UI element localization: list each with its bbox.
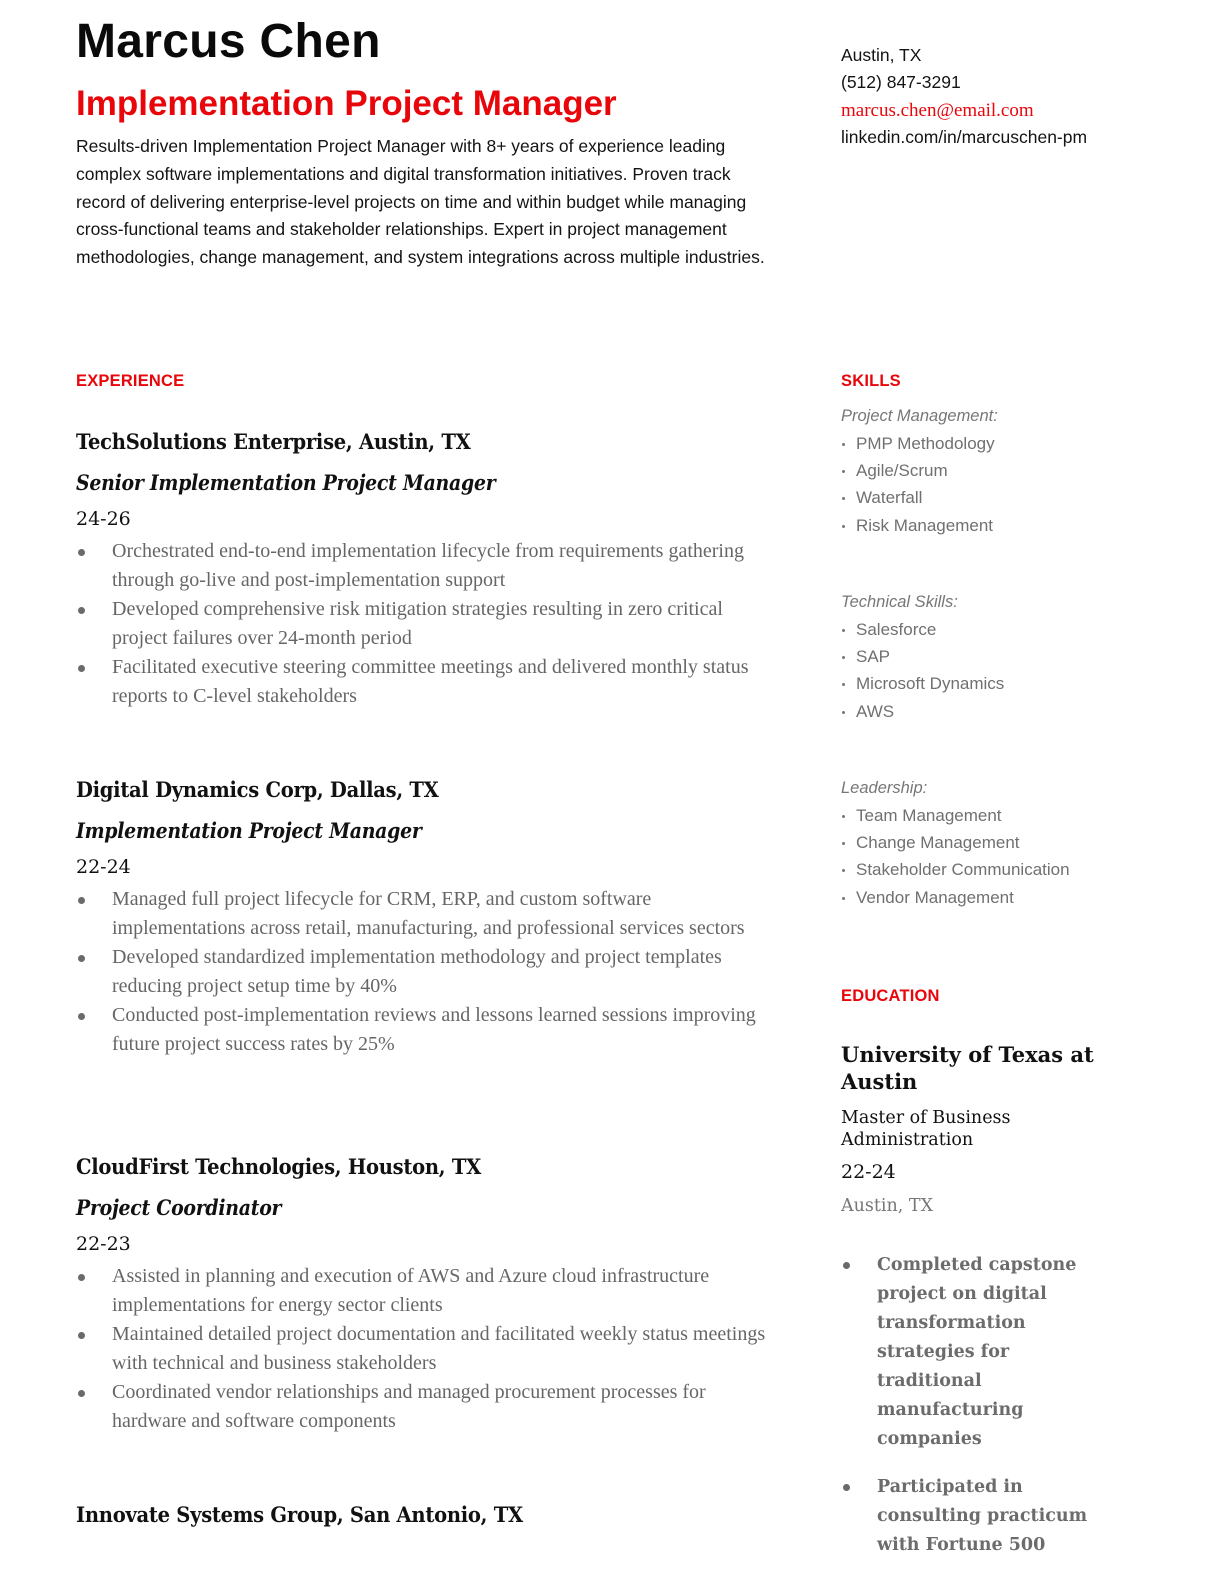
bullet-icon [78,665,85,672]
candidate-role: Implementation Project Manager [76,84,617,123]
skill-group [841,403,1111,539]
bullet-icon [842,815,845,818]
education-bullets [841,1251,1111,1560]
job-dates: 22-23 [76,1233,131,1255]
job-title: Project Coordinator [76,1195,282,1220]
bullet-icon [842,656,845,659]
degree: Master of Business Administration [841,1108,1011,1150]
bullet-icon [842,683,845,686]
skill-item: Agile/Scrum [841,457,1111,484]
bullet-icon [842,711,845,714]
job-title: Implementation Project Manager [76,818,422,843]
bullet-icon [78,897,85,904]
candidate-name: Marcus Chen [76,15,381,68]
job-entry [76,775,776,1059]
skill-item: Risk Management [841,512,1111,539]
job-bullet: Facilitated executive steering committee meetings and delivered monthly status reports to C-level stakeholders [76,653,776,711]
bullet-icon [842,842,845,845]
skill-category: Leadership: [841,779,928,797]
skill-item: Stakeholder Communication [841,856,1111,883]
skill-item: SAP [841,643,1111,670]
job-bullet: Coordinated vendor relationships and managed procurement processes for hardware and software components [76,1378,776,1436]
skill-item: Change Management [841,829,1111,856]
job-entry [76,1152,776,1436]
skill-item: Team Management [841,802,1111,829]
job-bullets [76,885,776,1059]
skills-heading: SKILLS [841,372,901,390]
bullet-icon [842,443,845,446]
bullet-icon [842,525,845,528]
skill-item: Vendor Management [841,884,1111,911]
bullet-icon [842,470,845,473]
education-heading: EDUCATION [841,987,940,1005]
skill-item: AWS [841,698,1111,725]
job-bullets [76,1262,776,1436]
education-dates: 22-24 [841,1161,896,1183]
skill-list [841,430,1111,539]
job-bullet: Developed comprehensive risk mitigation strategies resulting in zero critical project failures over 24-month period [76,595,776,653]
skill-group [841,775,1111,911]
school-name: University of Texas at Austin [841,1042,1094,1094]
skill-item: Microsoft Dynamics [841,670,1111,697]
bullet-icon [842,629,845,632]
contact-phone: (512) 847-3291 [841,72,961,93]
skill-category: Project Management: [841,407,998,425]
bullet-icon [78,607,85,614]
education-bullet: Participated in consulting practicum with Fortune 500 [841,1473,1111,1560]
bullet-icon [78,1013,85,1020]
job-bullets [76,537,776,711]
bullet-icon [842,497,845,500]
experience-heading: EXPERIENCE [76,372,185,390]
job-bullet: Conducted post-implementation reviews and lessons learned sessions improving future project success rates by 25% [76,1001,776,1059]
bullet-icon [843,1484,850,1491]
job-entry [76,427,776,711]
skill-list [841,616,1111,725]
job-company: Digital Dynamics Corp, Dallas, TX [76,777,439,802]
job-company: Innovate Systems Group, San Antonio, TX [76,1502,523,1527]
bullet-icon [843,1262,850,1269]
job-bullet: Managed full project lifecycle for CRM, ERP, and custom software implementations across retail, manufacturing, and professional services sectors [76,885,776,943]
job-dates: 24-26 [76,508,131,530]
skill-group [841,589,1111,725]
skill-list [841,802,1111,911]
education-location: Austin, TX [841,1196,934,1216]
job-bullet: Developed standardized implementation methodology and project templates reducing project setup time by 40% [76,943,776,1001]
job-company: CloudFirst Technologies, Houston, TX [76,1154,481,1179]
job-bullet: Maintained detailed project documentation and facilitated weekly status meetings with technical and business stakeholders [76,1320,776,1378]
skill-item: PMP Methodology [841,430,1111,457]
job-dates: 22-24 [76,856,131,878]
job-bullet: Orchestrated end-to-end implementation lifecycle from requirements gathering through go-live and post-implementation support [76,537,776,595]
bullet-icon [842,869,845,872]
bullet-icon [78,955,85,962]
education-entry [841,1041,1111,1579]
bullet-icon [78,1332,85,1339]
summary-paragraph: Results-driven Implementation Project Manager with 8+ years of experience leading complex software implementations and digital transformation initiatives. Proven track record of delivering enterprise-level projects on time and within budget while managing cross-functional teams and stakeholder relationships. Expert in project management methodologies, change management, and system integrations across multiple industries. [76,136,765,268]
skill-item: Salesforce [841,616,1111,643]
contact-linkedin[interactable]: linkedin.com/in/marcuschen-pm [841,126,1088,147]
job-entry [76,1500,776,1541]
job-title: Senior Implementation Project Manager [76,470,496,495]
contact-email-link[interactable]: marcus.chen@email.com [841,99,1034,121]
bullet-icon [78,1390,85,1397]
job-company: TechSolutions Enterprise, Austin, TX [76,429,471,454]
contact-block [841,42,1111,151]
education-bullet: Completed capstone project on digital transformation strategies for traditional manufacturing companies [841,1251,1111,1454]
bullet-icon [78,1274,85,1281]
bullet-icon [842,897,845,900]
skill-category: Technical Skills: [841,593,958,611]
bullet-icon [78,549,85,556]
job-bullet: Assisted in planning and execution of AWS and Azure cloud infrastructure implementations for energy sector clients [76,1262,776,1320]
skill-item: Waterfall [841,484,1111,511]
contact-location: Austin, TX [841,45,922,65]
